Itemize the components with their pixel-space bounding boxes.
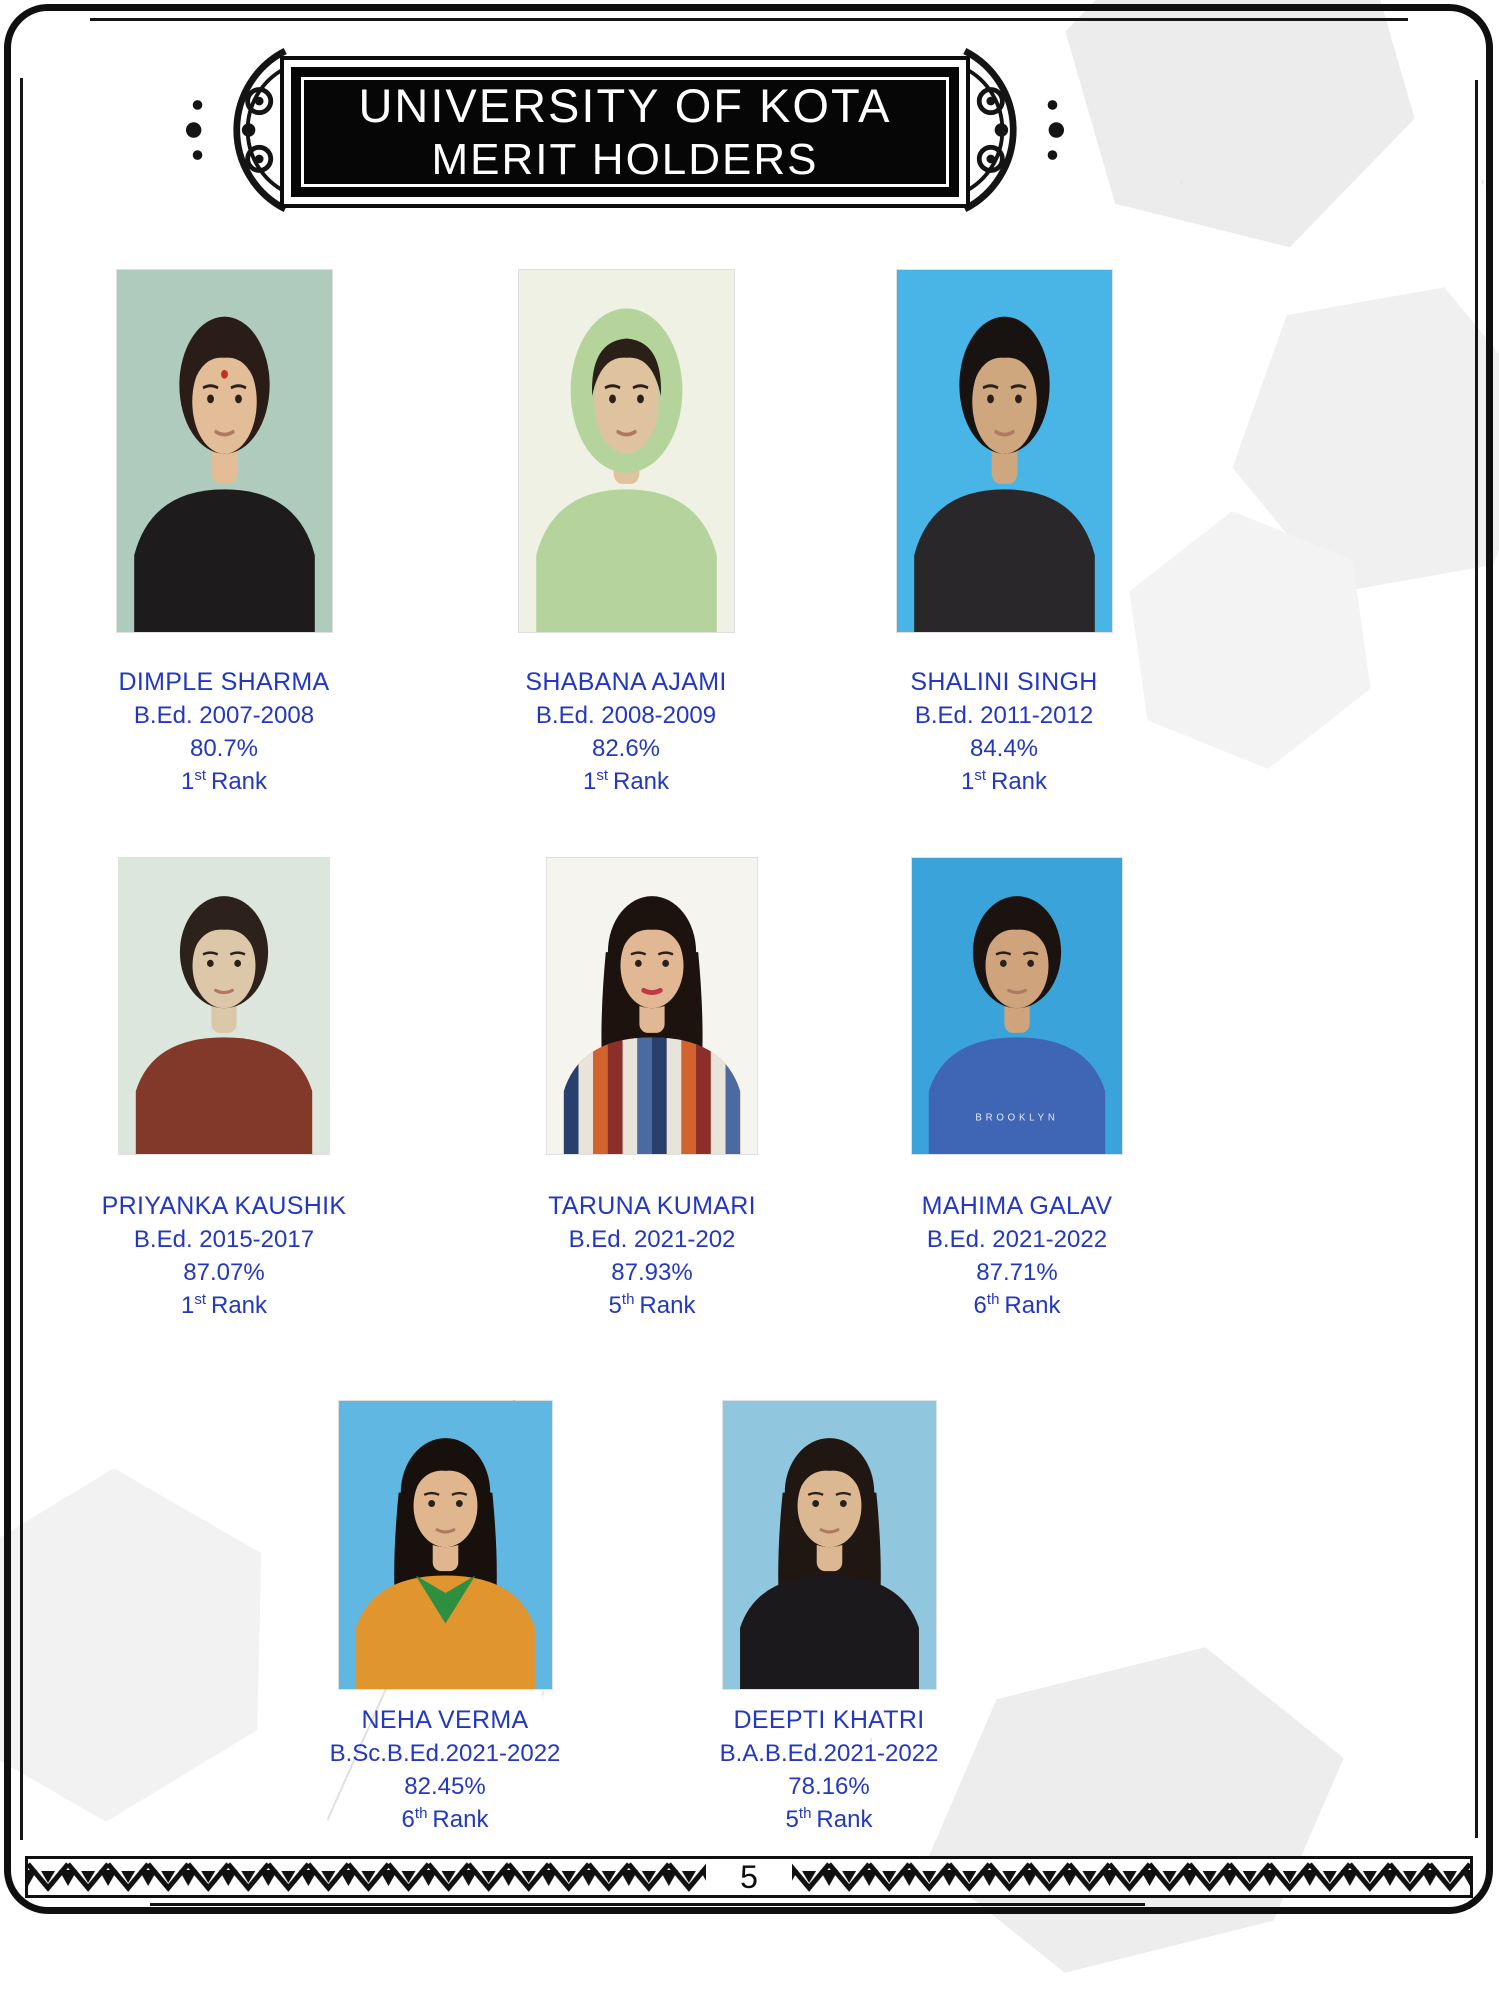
student-photo [518, 269, 735, 633]
student-percent: 78.16% [788, 1773, 870, 1800]
banner-plate [280, 56, 970, 208]
student-name: DIMPLE SHARMA [118, 668, 330, 696]
page-number: 5 [706, 1859, 792, 1895]
student-name: DEEPTI KHATRI [733, 1706, 925, 1734]
inner-line-right [1475, 80, 1478, 1838]
student-photo [896, 269, 1113, 633]
merit-holder-card [844, 269, 1164, 798]
inner-line-top [90, 18, 1408, 21]
student-percent: 80.7% [189, 735, 259, 762]
student-course: B.Ed. 2015-2017 [133, 1226, 315, 1253]
student-percent: 84.4% [969, 735, 1039, 762]
student-rank: 6th Rank [973, 1291, 1061, 1319]
student-rank: 1st Rank [180, 1291, 268, 1319]
merit-holder-card [857, 857, 1177, 1322]
svg-text:BROOKLYN: BROOKLYN [975, 1112, 1059, 1124]
student-rank: 1st Rank [582, 767, 670, 795]
student-photo [722, 1400, 937, 1690]
student-rank: 1st Rank [960, 767, 1048, 795]
merit-holder-card [466, 269, 786, 798]
student-rank: 5th Rank [608, 1291, 696, 1319]
merit-holder-card [64, 269, 384, 798]
student-photo [546, 857, 758, 1155]
student-photo [118, 857, 330, 1155]
student-name: SHABANA AJAMI [525, 668, 727, 696]
student-course: B.Sc.B.Ed.2021-2022 [329, 1740, 561, 1767]
merit-holder-card [492, 857, 812, 1322]
student-name: TARUNA KUMARI [548, 1192, 756, 1220]
student-photo [116, 269, 333, 633]
student-photo [911, 857, 1123, 1155]
student-course: B.Ed. 2008-2009 [535, 702, 717, 729]
merit-holder-card [285, 1400, 605, 1836]
student-photo [338, 1400, 553, 1690]
student-course: B.Ed. 2011-2012 [914, 702, 1094, 729]
student-course: B.Ed. 2021-202 [568, 1226, 736, 1253]
student-percent: 87.71% [976, 1259, 1058, 1286]
banner-subtitle: MERIT HOLDERS [431, 135, 819, 184]
merit-holder-card [64, 857, 384, 1322]
student-rank: 1st Rank [180, 767, 268, 795]
inner-line-left [20, 78, 23, 1840]
student-name: NEHA VERMA [361, 1706, 529, 1734]
scroll-ornament-icon [185, 45, 291, 215]
student-course: B.Ed. 2021-2022 [926, 1226, 1108, 1253]
student-rank: 6th Rank [401, 1805, 489, 1833]
student-percent: 87.93% [611, 1259, 693, 1286]
student-percent: 87.07% [183, 1259, 265, 1286]
student-name: SHALINI SINGH [910, 668, 1098, 696]
scroll-ornament-icon [959, 45, 1065, 215]
title-banner [185, 40, 1065, 220]
student-percent: 82.45% [404, 1773, 486, 1800]
student-percent: 82.6% [591, 735, 661, 762]
student-name: MAHIMA GALAV [921, 1192, 1113, 1220]
banner-title: UNIVERSITY OF KOTA [358, 79, 892, 132]
student-rank: 5th Rank [785, 1805, 873, 1833]
footer-underline [150, 1903, 1145, 1906]
student-course: B.Ed. 2007-2008 [133, 702, 315, 729]
student-name: PRIYANKA KAUSHIK [101, 1192, 347, 1220]
student-course: B.A.B.Ed.2021-2022 [719, 1740, 939, 1767]
footer-zigzag-border [25, 1856, 1473, 1898]
merit-holder-card [669, 1400, 989, 1836]
banner-box [291, 67, 959, 197]
